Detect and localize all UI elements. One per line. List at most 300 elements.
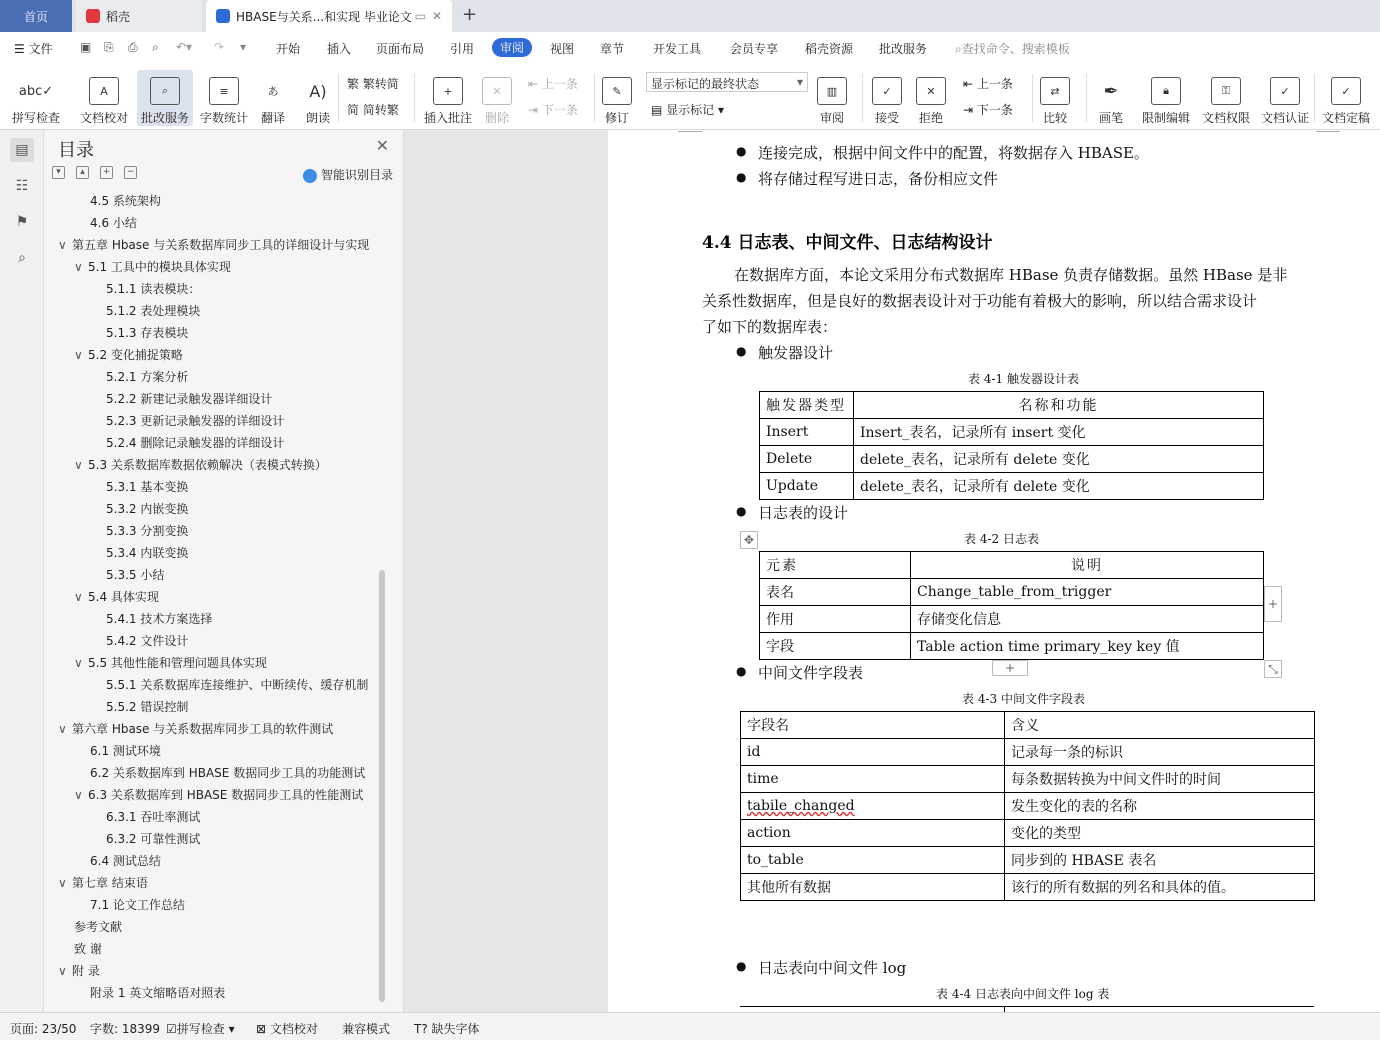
ribbon-divider	[338, 74, 339, 122]
toc-item-label: 5.1 工具中的模块具体实现	[88, 260, 231, 274]
translate-label: 翻译	[260, 111, 285, 125]
chevron-down-icon[interactable]: ∨	[74, 788, 83, 802]
table-cell[interactable]: to_table	[741, 847, 1005, 874]
table-caption: 表 4-2 日志表	[964, 532, 1039, 546]
checkbox-icon: ☑	[166, 1022, 177, 1036]
table-cell[interactable]: Update	[760, 473, 854, 500]
review-ribbon	[0, 66, 1380, 130]
word-count[interactable]: 字数: 18399	[90, 1022, 161, 1036]
status-proof[interactable]	[256, 1020, 318, 1037]
trad-to-simp-button[interactable]	[347, 75, 399, 92]
review-pane-label: 审阅	[819, 111, 844, 125]
ribbon-divider	[594, 74, 595, 122]
table-cell[interactable]: 含义	[1005, 712, 1315, 739]
left-rail	[0, 130, 44, 1012]
document-page[interactable]	[608, 130, 1380, 1012]
toc-item-label: 5.3.1 基本变换	[106, 480, 189, 494]
toc-item[interactable]	[74, 786, 374, 804]
menu-member[interactable]: 会员专享	[730, 42, 779, 56]
toc-item[interactable]	[106, 302, 374, 320]
spell-check-button[interactable]	[12, 70, 60, 126]
finalize-icon: ✓	[1331, 77, 1361, 105]
compare-label: 比较	[1042, 111, 1067, 125]
toc-item[interactable]	[90, 984, 374, 1002]
toc-item-label: 5.5 其他性能和管理问题具体实现	[88, 656, 267, 670]
tab-bar	[0, 0, 1380, 32]
abc-icon: abc✓	[18, 83, 54, 99]
table-row	[741, 847, 1315, 874]
menu-review[interactable]: 审阅	[492, 38, 532, 57]
toc-item[interactable]	[74, 654, 374, 672]
markup-state-select[interactable]	[646, 72, 808, 92]
table-row	[760, 419, 1264, 446]
menu-bar	[0, 32, 1380, 66]
table-row	[741, 739, 1315, 766]
track-changes-button[interactable]	[602, 70, 632, 126]
toc-panel-icon[interactable]: ▤	[10, 138, 34, 162]
page-indicator[interactable]: 页面: 23/50	[10, 1022, 77, 1036]
toc-item[interactable]	[90, 896, 374, 914]
smart-toc-label: 智能识别目录	[320, 168, 393, 182]
insert-comment-button[interactable]	[424, 70, 472, 126]
restrict-editing-button[interactable]	[1142, 70, 1190, 126]
toc-item-label: 6.3.1 吞吐率测试	[106, 810, 201, 824]
prev-comment-label: 上一条	[541, 77, 578, 91]
table-cell[interactable]: Table action time primary_key key 值	[911, 633, 1264, 660]
doc-permission-button[interactable]	[1202, 70, 1250, 126]
toc-item-label: 5.4 具体实现	[88, 590, 159, 604]
restrict-editing-label: 限制编辑	[1142, 111, 1191, 125]
toc-item[interactable]	[58, 962, 374, 980]
toc-item-label: 第六章 Hbase 与关系数据库同步工具的软件测试	[72, 722, 334, 736]
tab-screen-icon[interactable]: ▭	[414, 9, 426, 23]
ai-icon	[303, 169, 317, 183]
toc-item[interactable]	[74, 456, 374, 474]
menu-insert[interactable]: 插入	[327, 42, 352, 56]
reject-label: 拒绝	[918, 111, 943, 125]
delete-comment-label: 删除	[484, 111, 509, 125]
collapse-all-icon[interactable]: ▾	[52, 166, 65, 179]
track-changes-icon: ✎	[602, 77, 632, 105]
tab-document-label: HBASE与关系...和实现 毕业论文	[236, 9, 412, 24]
toc-item-label: 5.4.2 文件设计	[106, 634, 189, 648]
paragraph-line: 了如下的数据库表：	[702, 318, 838, 336]
toc-item[interactable]	[106, 632, 374, 650]
document-canvas	[404, 130, 1380, 1012]
status-bar	[0, 1012, 1380, 1040]
toc-item-label: 5.1.3 存表模块	[106, 326, 189, 340]
table-caption: 表 4-4 日志表向中间文件 log 表	[936, 987, 1110, 1001]
toc-item[interactable]	[106, 324, 374, 342]
toc-item-label: 6.4 测试总结	[90, 854, 161, 868]
missing-font[interactable]	[414, 1020, 480, 1037]
undo-icon[interactable]: ↶▾	[176, 40, 193, 54]
table-cell[interactable]: Delete	[760, 446, 854, 473]
more-icon[interactable]: ▾	[240, 40, 247, 54]
table-row	[760, 552, 1264, 579]
toc-item-label: 5.3.2 内嵌变换	[106, 502, 189, 516]
toc-item-label: 5.5.2 错误控制	[106, 700, 189, 714]
add-column-button[interactable]: +	[1264, 586, 1282, 622]
show-markup-icon: ▤	[651, 103, 663, 117]
toc-item-label: 参考文献	[74, 920, 123, 934]
show-markup-label: 显示标记	[666, 103, 715, 117]
status-spell-label: 拼写检查	[176, 1022, 225, 1036]
ribbon-divider	[414, 74, 415, 122]
toc-item[interactable]	[106, 676, 374, 694]
daoke-icon	[86, 9, 100, 23]
table-row	[760, 579, 1264, 606]
status-spell-check[interactable]: ☑拼写检查 ▾	[166, 1022, 235, 1036]
toc-item[interactable]	[90, 742, 374, 760]
doc-finalize-label: 文档定稿	[1322, 111, 1371, 125]
table-row	[741, 874, 1315, 901]
toc-title: 目录	[58, 140, 94, 161]
table-row	[741, 820, 1315, 847]
doc-permission-label: 文档权限	[1202, 111, 1251, 125]
margin-mark	[1316, 130, 1340, 132]
prev-comment-button[interactable]	[528, 75, 578, 92]
proof-box-icon: ⊠	[256, 1022, 267, 1036]
table-cell[interactable]: 触发器类型	[760, 392, 854, 419]
table-cell[interactable]: 发生变化的表的名称	[1005, 793, 1315, 820]
toc-item[interactable]	[106, 610, 374, 628]
chevron-down-icon[interactable]: ∨	[74, 458, 83, 472]
table-cell[interactable]: action	[741, 820, 1005, 847]
table-cell[interactable]: 变化的类型	[1005, 820, 1315, 847]
next-comment-button[interactable]	[528, 101, 578, 118]
toc-item-label: 6.2 关系数据库到 HBASE 数据同步工具的功能测试	[90, 766, 366, 780]
word-count-label: 字数统计	[200, 111, 249, 125]
file-menu-label: 文件	[28, 42, 53, 56]
toc-item[interactable]	[90, 852, 374, 870]
remove-heading-icon[interactable]: −	[124, 166, 137, 179]
toc-item-label: 5.2.4 删除记录触发器的详细设计	[106, 436, 285, 450]
toc-item[interactable]	[106, 478, 374, 496]
accept-label: 接受	[874, 111, 899, 125]
toc-item-label: 7.1 论文工作总结	[90, 898, 185, 912]
export-icon[interactable]: ⎘	[104, 40, 114, 54]
chevron-down-icon[interactable]: ∨	[74, 348, 83, 362]
table-cell[interactable]: time	[741, 766, 1005, 793]
table-cell[interactable]: 表名	[760, 579, 911, 606]
certify-icon: ✓	[1270, 77, 1300, 105]
toc-panel	[44, 130, 404, 1012]
table-row	[760, 606, 1264, 633]
toc-item[interactable]	[74, 918, 374, 936]
delete-comment-icon: ✕	[482, 77, 512, 105]
table-row	[741, 712, 1315, 739]
table-cell[interactable]: 作用	[760, 606, 911, 633]
tab-daoke[interactable]	[76, 0, 202, 32]
table-cell[interactable]: 记录每一条的标识	[1005, 739, 1315, 766]
table-resize-handle[interactable]: ⤡	[1264, 660, 1282, 678]
chevron-down-icon[interactable]: ∨	[74, 260, 83, 274]
toc-item-label: 第七章 结束语	[72, 876, 148, 890]
read-aloud-icon: A)	[309, 81, 327, 101]
comment-plus-icon: +	[433, 77, 463, 105]
next-change-icon: ⇥	[963, 103, 974, 117]
table-cell[interactable]: 名称和功能	[854, 392, 1264, 419]
table-cell[interactable]: 每条数据转换为中间文件时的时间	[1005, 766, 1315, 793]
word-count-button[interactable]	[200, 70, 248, 126]
trad-simp-icon: 繁	[347, 77, 360, 91]
save-icon[interactable]: ▣	[80, 40, 92, 54]
permission-icon: ⚿	[1211, 77, 1241, 105]
ribbon-divider	[862, 74, 863, 122]
table-cell[interactable]: Insert	[760, 419, 854, 446]
toc-item-label: 6.1 测试环境	[90, 744, 161, 758]
table-cell[interactable]: delete_表名，记录所有 delete 变化	[854, 446, 1264, 473]
chevron-down-icon[interactable]: ∨	[58, 238, 67, 252]
simp-to-trad-label: 简转繁	[362, 103, 399, 117]
doc-certify-label: 文档认证	[1261, 111, 1310, 125]
doc-certify-button[interactable]	[1261, 70, 1309, 126]
toc-item-label: 附录 1 英文缩略语对照表	[90, 986, 226, 1000]
next-change-button[interactable]	[963, 101, 1013, 118]
margin-mark	[678, 130, 702, 132]
ribbon-divider	[1086, 74, 1087, 122]
table-row	[760, 633, 1264, 660]
compare-button[interactable]	[1040, 70, 1070, 126]
chevron-down-icon[interactable]: ∨	[58, 876, 67, 890]
toc-item[interactable]	[106, 368, 374, 386]
tab-home-label: 首页	[23, 9, 48, 24]
word-count-icon: ≡	[209, 77, 239, 105]
toc-item[interactable]	[106, 544, 374, 562]
menu-chapter[interactable]: 章节	[600, 42, 625, 56]
toc-item-label: 5.1.2 表处理模块	[106, 304, 201, 318]
font-warning-icon: T?	[414, 1022, 428, 1036]
next-change-label: 下一条	[976, 103, 1013, 117]
toc-item-label: 4.5 系统架构	[90, 194, 161, 208]
bookmark-icon[interactable]: ⚑	[15, 214, 29, 230]
toc-item-label: 5.3.4 内联变换	[106, 546, 189, 560]
read-aloud-label: 朗读	[305, 111, 330, 125]
reject-icon: ✕	[916, 77, 946, 105]
review-pane-button[interactable]	[817, 70, 847, 126]
toc-item-label: 6.3.2 可靠性测试	[106, 832, 201, 846]
table-row	[741, 793, 1315, 820]
chevron-down-icon[interactable]: ∨	[74, 656, 83, 670]
paragraph-line: 关系性数据库，但是良好的数据表设计对于功能有着极大的影响，所以结合需求设计	[702, 292, 1258, 310]
grading-label: 批改服务	[141, 111, 190, 125]
expand-icon[interactable]: ▴	[76, 166, 89, 179]
table-cell[interactable]: Change_table_from_trigger	[911, 579, 1264, 606]
prev-comment-icon: ⇤	[528, 77, 539, 91]
hamburger-icon: ☰	[14, 42, 25, 56]
add-row-button[interactable]: +	[992, 660, 1028, 676]
table-cell[interactable]: delete_表名，记录所有 delete 变化	[854, 473, 1264, 500]
chevron-down-icon[interactable]: ∨	[58, 964, 67, 978]
intermediate-file-table	[740, 711, 1315, 901]
proof-button[interactable]	[80, 70, 128, 126]
status-proof-label: 文档校对	[269, 1022, 318, 1036]
toc-item[interactable]	[106, 390, 374, 408]
toc-item[interactable]	[106, 280, 374, 298]
table-cell[interactable]: 该行的所有数据的列名和具体的值。	[1005, 874, 1315, 901]
pen-icon: ✒	[1103, 80, 1119, 102]
menu-devtools[interactable]: 开发工具	[653, 42, 702, 56]
chevron-down-icon[interactable]: ∨	[58, 722, 67, 736]
grading-icon: ⌕	[150, 77, 180, 105]
proof-icon: A	[89, 77, 119, 105]
translate-button[interactable]	[258, 70, 288, 126]
compare-icon: ⇄	[1040, 77, 1070, 105]
translate-icon: あ	[267, 85, 279, 98]
toc-item-label: 第五章 Hbase 与关系数据库同步工具的详细设计与实现	[72, 238, 370, 252]
toc-item[interactable]	[58, 236, 374, 254]
doc-finalize-button[interactable]	[1322, 70, 1370, 126]
bullet-text: ● 日志表向中间文件 log	[758, 957, 906, 978]
table-cell[interactable]: 其他所有数据	[741, 874, 1005, 901]
toc-item[interactable]	[106, 566, 374, 584]
toc-item[interactable]	[58, 874, 374, 892]
table-row	[760, 392, 1264, 419]
table-cell[interactable]: tabile_changed	[741, 793, 1005, 820]
table-cell[interactable]: 存储变化信息	[911, 606, 1264, 633]
accept-icon: ✓	[872, 77, 902, 105]
toc-item[interactable]	[106, 808, 374, 826]
toc-item-label: 5.2.3 更新记录触发器的详细设计	[106, 414, 285, 428]
missing-font-label: 缺失字体	[431, 1022, 480, 1036]
prev-change-label: 上一条	[976, 77, 1013, 91]
bullet-text: ● 日志表的设计	[758, 502, 848, 523]
trigger-design-table	[759, 391, 1264, 500]
menu-grading[interactable]: 批改服务	[879, 42, 928, 56]
preview-icon[interactable]: ⌕	[152, 40, 159, 54]
prev-change-button[interactable]	[963, 75, 1013, 92]
toc-item[interactable]	[74, 588, 374, 606]
toc-item-label: 5.3.3 分割变换	[106, 524, 189, 538]
toc-item-label: 5.3 关系数据库数据依赖解决（表模式转换）	[88, 458, 327, 472]
toc-item[interactable]	[106, 500, 374, 518]
toc-item-label: 5.2 变化捕捉策略	[88, 348, 183, 362]
toc-item-label: 5.4.1 技术方案选择	[106, 612, 213, 626]
table-row	[760, 473, 1264, 500]
table-cell[interactable]: Insert_表名，记录所有 insert 变化	[854, 419, 1264, 446]
tab-document[interactable]	[206, 0, 452, 32]
prev-change-icon: ⇤	[963, 77, 974, 91]
table-cell[interactable]: 说明	[911, 552, 1264, 579]
tab-close-icon[interactable]: ✕	[431, 9, 442, 23]
toc-item-label: 4.6 小结	[90, 216, 137, 230]
pen-button[interactable]	[1096, 70, 1126, 126]
delete-comment-button[interactable]	[482, 70, 512, 126]
spell-check-label: 拼写检查	[12, 111, 61, 125]
toc-item-label: 5.2.2 新建记录触发器详细设计	[106, 392, 273, 406]
grading-service-button[interactable]	[137, 70, 193, 126]
table-cell[interactable]: id	[741, 739, 1005, 766]
toc-item[interactable]	[74, 346, 374, 364]
add-heading-icon[interactable]: +	[100, 166, 113, 179]
new-tab-button[interactable]: +	[462, 4, 478, 25]
find-icon[interactable]: ⌕	[18, 250, 26, 266]
table-caption: 表 4-3 中间文件字段表	[962, 692, 1085, 706]
review-pane-icon: ▥	[817, 77, 847, 105]
toc-item-label: 5.5.1 关系数据库连接维护、中断续传、缓存机制	[106, 678, 369, 692]
toc-item-label: 5.3.5 小结	[106, 568, 165, 582]
toc-item[interactable]	[106, 434, 374, 452]
toc-item[interactable]	[90, 764, 374, 782]
paragraph-line: 在数据库方面，本论文采用分布式数据库 HBase 负责存储数据。虽然 HBase 是非	[734, 266, 1288, 284]
insert-comment-label: 插入批注	[424, 111, 473, 125]
toc-item[interactable]	[74, 258, 374, 276]
table-cell[interactable]: 字段名	[741, 712, 1005, 739]
toc-item[interactable]	[74, 940, 374, 958]
bullet-text: ● 将存储过程写进日志，备份相应文件	[758, 168, 998, 189]
toc-item-label: 5.2.1 方案分析	[106, 370, 189, 384]
structure-icon[interactable]: ☷	[15, 178, 29, 194]
command-search-placeholder: 查找命令、搜索模板	[961, 42, 1070, 56]
bullet-text: ● 触发器设计	[758, 342, 833, 363]
next-comment-label: 下一条	[541, 103, 578, 117]
toc-item[interactable]	[90, 214, 374, 232]
toc-item[interactable]	[90, 192, 374, 210]
command-search[interactable]	[955, 40, 1070, 57]
file-menu[interactable]	[14, 40, 53, 57]
accept-button[interactable]	[872, 70, 902, 126]
print-icon[interactable]: ⎙	[128, 40, 138, 54]
word-doc-icon	[216, 9, 230, 23]
proof-label: 文档校对	[80, 111, 129, 125]
bullet-text: ● 中间文件字段表	[758, 662, 863, 683]
lock-doc-icon: 🔒︎	[1151, 77, 1181, 105]
toc-scrollbar[interactable]	[379, 570, 385, 1002]
menu-reference[interactable]: 引用	[450, 42, 475, 56]
ribbon-divider	[1032, 74, 1033, 122]
table-cell[interactable]: 同步到的 HBASE 表名	[1005, 847, 1315, 874]
track-changes-label: 修订	[604, 111, 629, 125]
toc-item-label: 附 录	[72, 964, 100, 978]
toc-item[interactable]	[106, 522, 374, 540]
log-table	[759, 551, 1264, 660]
toc-item[interactable]	[106, 830, 374, 848]
toc-item[interactable]	[106, 698, 374, 716]
table-row	[760, 446, 1264, 473]
show-markup-button[interactable]: ▤ 显示标记 ▾	[651, 103, 725, 117]
trad-to-simp-label: 繁转简	[362, 77, 399, 91]
menu-layout[interactable]: 页面布局	[376, 42, 425, 56]
compat-mode: 兼容模式	[342, 1022, 391, 1036]
tab-home[interactable]	[0, 0, 72, 32]
simp-to-trad-button[interactable]	[347, 101, 399, 118]
toc-item[interactable]	[58, 720, 374, 738]
table-row	[741, 766, 1315, 793]
table-cell[interactable]: 字段	[760, 633, 911, 660]
section-heading: 4.4 日志表、中间文件、日志结构设计	[702, 233, 993, 253]
smart-toc-button[interactable]	[303, 166, 393, 183]
table-cell[interactable]: 元素	[760, 552, 911, 579]
toc-item-label: 致 谢	[74, 942, 102, 956]
close-icon[interactable]: ✕	[375, 136, 389, 155]
toc-item-label: 6.3 关系数据库到 HBASE 数据同步工具的性能测试	[88, 788, 364, 802]
next-comment-icon: ⇥	[528, 103, 539, 117]
menu-view[interactable]: 视图	[550, 42, 575, 56]
read-aloud-button[interactable]	[303, 70, 333, 126]
toc-item[interactable]	[106, 412, 374, 430]
table-move-handle[interactable]: ✥	[740, 531, 758, 549]
pen-label: 画笔	[1098, 111, 1123, 125]
redo-icon[interactable]: ↷	[214, 40, 225, 54]
menu-daoke-resources[interactable]: 稻壳资源	[805, 42, 854, 56]
reject-button[interactable]	[916, 70, 946, 126]
table-caption: 表 4-1 触发器设计表	[968, 372, 1079, 386]
chevron-down-icon: ▾	[796, 75, 803, 89]
bullet-text: ● 连接完成，根据中间文件中的配置，将数据存入 HBASE。	[758, 142, 1149, 163]
menu-start[interactable]: 开始	[276, 42, 301, 56]
chevron-down-icon[interactable]: ∨	[74, 590, 83, 604]
